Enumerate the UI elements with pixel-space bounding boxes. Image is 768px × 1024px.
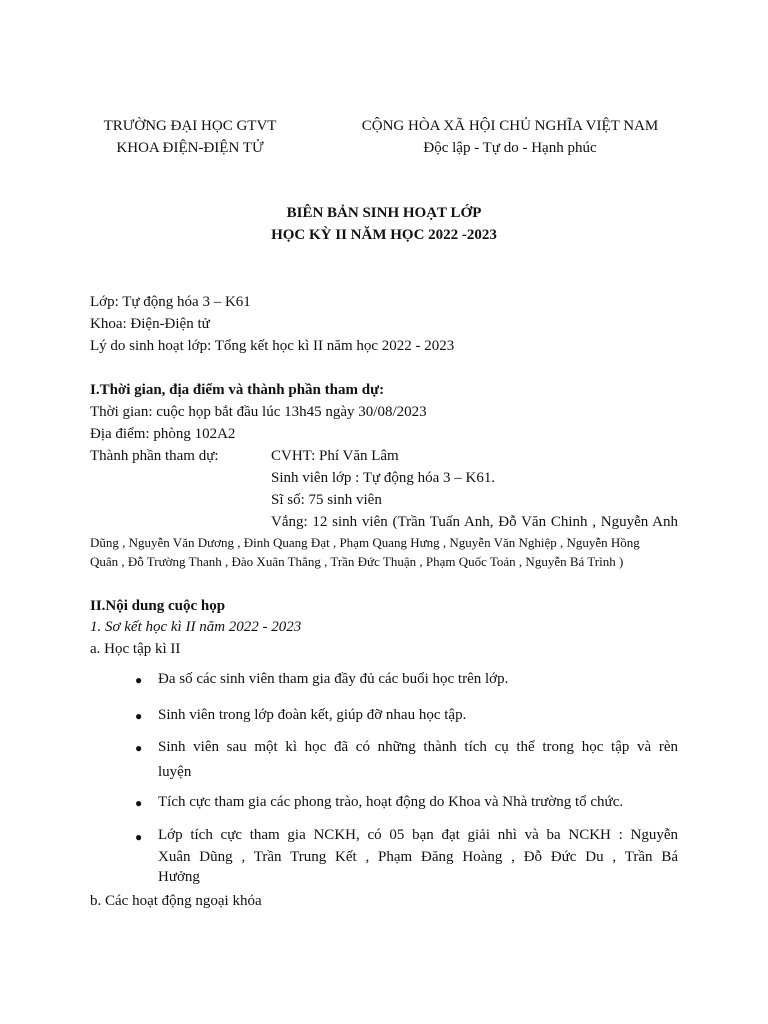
part-b-heading: b. Các hoạt động ngoại khóa — [90, 893, 262, 909]
absent-line-3: Quân , Đỗ Trường Thanh , Đào Xuân Thắng , Trần Đức Thuận , Phạm Quốc Toản , Nguyễn Bá Trình ) — [90, 554, 624, 569]
bullet-icon: ● — [135, 741, 143, 755]
school-name: TRƯỜNG ĐẠI HỌC GTVT — [103, 118, 277, 134]
class-line: Lớp: Tự động hóa 3 – K61 — [90, 294, 251, 310]
document-title: BIÊN BẢN SINH HOẠT LỚP — [286, 205, 482, 221]
list-item-line: Đa số các sinh viên tham gia đầy đủ các buổi học trên lớp. — [158, 671, 509, 687]
section2-heading: II.Nội dung cuộc họp — [90, 598, 226, 614]
national-title: CỘNG HÒA XÃ HỘI CHỦ NGHĨA VIỆT NAM — [361, 118, 659, 134]
count-line: Sĩ số: 75 sinh viên — [271, 492, 382, 508]
list-item-line: Sinh viên trong lớp đoàn kết, giúp đỡ nhau học tập. — [158, 707, 467, 723]
faculty-line: Khoa: Điện-Điện tử — [90, 316, 210, 332]
list-item — [158, 703, 678, 728]
list-item-line: Lớp tích cực tham gia NCKH, có 05 bạn đạt giải nhì và ba NCKH : Nguyễn — [158, 827, 678, 843]
section2-subheading: 1. Sơ kết học kì II năm 2022 - 2023 — [90, 619, 302, 635]
bullet-icon: ● — [135, 673, 143, 687]
faculty-name: KHOA ĐIỆN-ĐIỆN TỬ — [116, 140, 264, 156]
students-line: Sinh viên lớp : Tự động hóa 3 – K61. — [271, 470, 496, 486]
list-item-line: Hưởng — [158, 869, 200, 885]
participants-label: Thành phần tham dự: — [90, 448, 219, 464]
place-line: Địa điểm: phòng 102A2 — [90, 426, 236, 442]
list-item — [158, 790, 678, 815]
section1-heading: I.Thời gian, địa điểm và thành phần tham dự: — [90, 382, 385, 398]
part-a-heading: a. Học tập kì II — [90, 641, 181, 657]
absent-line-2: Dũng , Nguyễn Văn Dương , Đinh Quang Đạt , Phạm Quang Hưng , Nguyễn Văn Nghiệp , Nguyễn Hồng — [90, 535, 640, 550]
list-item — [158, 667, 678, 692]
advisor-line: CVHT: Phí Văn Lâm — [271, 448, 399, 464]
bullet-icon: ● — [135, 830, 143, 844]
list-item — [158, 824, 678, 886]
list-item-line: Tích cực tham gia các phong trào, hoạt động do Khoa và Nhà trường tổ chức. — [158, 794, 624, 810]
bullet-icon: ● — [135, 709, 143, 723]
reason-line: Lý do sinh hoạt lớp: Tổng kết học kì II năm học 2022 - 2023 — [90, 338, 455, 354]
list-item — [158, 735, 678, 785]
list-item-line: Sinh viên sau một kì học đã có những thành tích cụ thể trong học tập và rèn — [158, 739, 678, 755]
list-item-line: luyện — [158, 764, 192, 780]
national-motto: Độc lập - Tự do - Hạnh phúc — [423, 140, 597, 156]
bullet-icon: ● — [135, 796, 143, 810]
time-line: Thời gian: cuộc họp bắt đầu lúc 13h45 ngày 30/08/2023 — [90, 404, 427, 420]
list-item-line: Xuân Dũng , Trần Trung Kết , Phạm Đăng Hoàng , Đỗ Đức Du , Trần Bá — [158, 849, 678, 865]
absent-line-1: Vắng: 12 sinh viên (Trần Tuấn Anh, Đỗ Văn Chinh , Nguyễn Anh — [271, 514, 678, 530]
document-subtitle: HỌC KỲ II NĂM HỌC 2022 -2023 — [271, 227, 497, 243]
